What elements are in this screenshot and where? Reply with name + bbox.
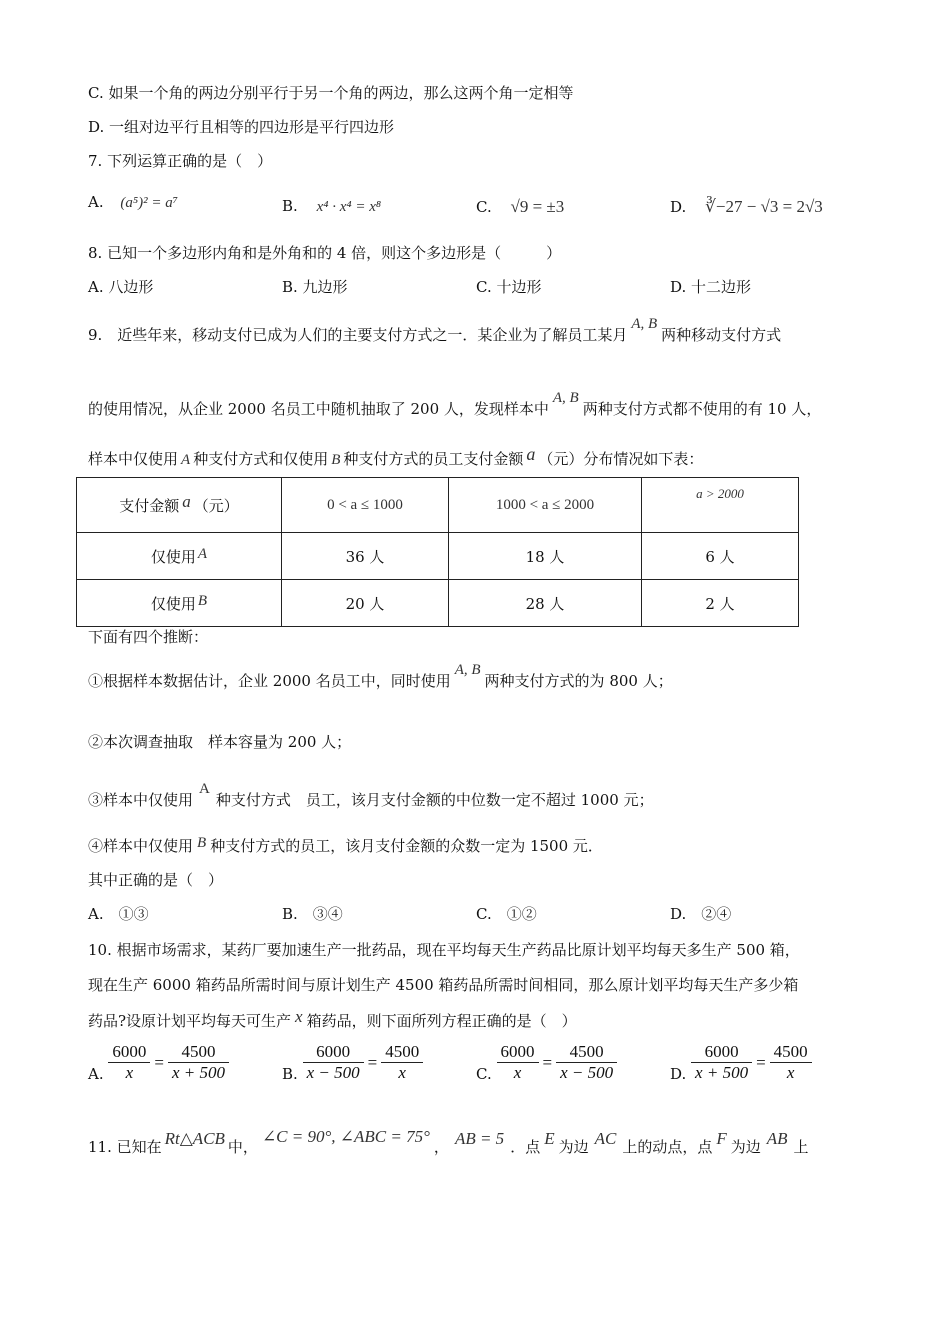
fraction-denominator: x + 500 bbox=[171, 1063, 226, 1082]
q8-option-b: B. 九边形 bbox=[282, 278, 348, 296]
q7-option-a-expr: (a⁵)² = a⁷ bbox=[120, 195, 178, 211]
header-amount-unit: （元） bbox=[193, 496, 239, 515]
q11-text-c: ， bbox=[433, 1138, 449, 1156]
q7-option-b-label: B. bbox=[282, 197, 298, 215]
row-label-text: 仅使用 bbox=[150, 547, 196, 566]
q8-option-d: D. 十二边形 bbox=[670, 278, 752, 296]
q9-var-amount: a bbox=[526, 444, 536, 464]
fraction-denominator: x bbox=[513, 1063, 522, 1082]
q11-point-e: E bbox=[544, 1129, 555, 1148]
q10-b-left-fraction bbox=[303, 1042, 364, 1083]
q9-question: 其中正确的是（ ） bbox=[88, 871, 224, 889]
statement-1-text: ①根据样本数据估计，企业 2000 名员工中，同时使用 bbox=[88, 672, 451, 690]
fraction-denominator: x bbox=[786, 1063, 795, 1082]
q9-line-3-c: 种支付方式的员工支付金额 bbox=[343, 450, 524, 468]
q9-statement-4 bbox=[88, 835, 603, 856]
q11-text-d: ．点 bbox=[510, 1138, 541, 1156]
q9-statement-3 bbox=[88, 781, 654, 810]
q6-option-d: D. 一组对边平行且相等的四边形是平行四边形 bbox=[88, 118, 395, 136]
statement-3-var: A bbox=[199, 781, 210, 797]
q10-line-3-text: 药品?设原计划平均每天可生产 bbox=[88, 1012, 292, 1030]
fraction-denominator: x + 500 bbox=[695, 1063, 749, 1082]
q9-line-2-tail: 两种支付方式都不使用的有 10 人， bbox=[582, 400, 822, 418]
q7-stem: 7. 下列运算正确的是（ ） bbox=[88, 152, 273, 170]
q10-b-right-fraction bbox=[381, 1042, 423, 1083]
q10-option-b: B. $\frac{6000}{x - 500}$ = $\frac{4500}{x}$ bbox=[282, 1042, 423, 1083]
row-label-var: B bbox=[197, 592, 208, 609]
table-row-label bbox=[77, 580, 282, 627]
q10-line-2: 现在生产 6000 箱药品所需时间与原计划生产 4500 箱药品所需时间相同，那么原计划平均每天生产多少箱 bbox=[88, 976, 799, 994]
table-row bbox=[77, 533, 799, 580]
q9-inference-intro: 下面有四个推断： bbox=[88, 628, 209, 646]
q7-option-c-label: C. bbox=[476, 198, 492, 216]
q11-text-h: 上 bbox=[793, 1138, 809, 1156]
q11-text-a: 11. 已知在 bbox=[88, 1138, 162, 1156]
table-row-label bbox=[77, 533, 282, 580]
q11-text-g: 为边 bbox=[730, 1138, 761, 1156]
q9-line-2 bbox=[88, 390, 822, 419]
q9-var-ab: A, B bbox=[631, 316, 658, 332]
fraction-numerator: 6000 bbox=[108, 1042, 150, 1063]
q10-option-c-label: C. bbox=[476, 1064, 492, 1083]
q8-option-c: C. 十边形 bbox=[476, 278, 542, 296]
q10-a-right-fraction bbox=[168, 1042, 229, 1083]
q9-line-1-text: 9. 近些年来，移动支付已成为人们的主要支付方式之一．某企业为了解员工某月 bbox=[88, 326, 628, 344]
table-cell: 36 人 bbox=[282, 533, 449, 580]
q7-option-d bbox=[670, 197, 823, 217]
table-row bbox=[77, 580, 799, 627]
payment-table bbox=[76, 477, 799, 627]
table-cell: 6 人 bbox=[642, 533, 799, 580]
q11-line-1 bbox=[88, 1127, 809, 1157]
q10-option-a: A. $\frac{6000}{x}$ = $\frac{4500}{x + 500}$ bbox=[88, 1042, 229, 1083]
q7-option-d-expr: ∛−27 − √3 = 2√3 bbox=[705, 197, 823, 216]
statement-4-var: B bbox=[197, 835, 207, 851]
q7-option-c-expr: √9 = ±3 bbox=[510, 197, 565, 216]
q9-line-3 bbox=[88, 444, 704, 469]
q10-line-3 bbox=[88, 1007, 577, 1031]
q10-line-1: 10. 根据市场需求，某药厂要加速生产一批药品，现在平均每天生产药品比原计划平均每天多生产 500 箱， bbox=[88, 941, 800, 959]
q9-line-1 bbox=[88, 316, 782, 345]
q10-var-x: x bbox=[295, 1007, 303, 1026]
table-header-range-1: 0 < a ≤ 1000 bbox=[282, 478, 449, 533]
q9-line-3-a: 样本中仅使用 bbox=[88, 450, 179, 468]
fraction-numerator: 6000 bbox=[303, 1042, 364, 1063]
fraction-numerator: 4500 bbox=[770, 1042, 812, 1063]
fraction-denominator: x bbox=[125, 1063, 134, 1082]
q9-line-3-d: （元）分布情况如下表： bbox=[538, 450, 704, 468]
q9-option-c: C. ①② bbox=[476, 905, 537, 923]
q10-option-d-label: D. bbox=[670, 1064, 687, 1083]
q11-side-ab: AB = 5 bbox=[454, 1129, 505, 1148]
q10-c-right-fraction bbox=[556, 1042, 617, 1083]
table-header-range-3: a > 2000 bbox=[642, 478, 799, 533]
fraction-denominator: x bbox=[398, 1063, 406, 1082]
q11-text-b: 中， bbox=[227, 1138, 258, 1156]
table-cell: 2 人 bbox=[642, 580, 799, 627]
q9-line-1-tail: 两种移动支付方式 bbox=[661, 326, 782, 344]
q9-var-a-method: A bbox=[181, 452, 191, 468]
q9-option-a: A. ①③ bbox=[88, 905, 149, 923]
statement-4-text: ④样本中仅使用 bbox=[88, 837, 194, 855]
fraction-numerator: 6000 bbox=[691, 1042, 752, 1063]
table-header-amount bbox=[77, 478, 282, 533]
fraction-numerator: 6000 bbox=[497, 1042, 539, 1063]
fraction-numerator: 4500 bbox=[381, 1042, 423, 1063]
row-label-var: A bbox=[197, 545, 208, 562]
table-cell: 18 人 bbox=[449, 533, 642, 580]
header-amount-var: a bbox=[182, 491, 191, 511]
q10-d-left-fraction bbox=[691, 1042, 752, 1083]
q9-statement-1 bbox=[88, 662, 673, 691]
q10-c-left-fraction bbox=[497, 1042, 539, 1083]
q11-text-f: 上的动点，点 bbox=[622, 1138, 713, 1156]
q9-var-b-method: B bbox=[331, 452, 341, 468]
q11-triangle: Rt△ACB bbox=[164, 1129, 225, 1148]
statement-3-tail: 种支付方式 员工，该月支付金额的中位数一定不超过 1000 元； bbox=[215, 791, 654, 809]
q7-option-a-label: A. bbox=[88, 193, 104, 211]
table-header-row bbox=[77, 478, 799, 533]
q10-option-a-label: A. bbox=[88, 1064, 104, 1083]
q9-option-d: D. ②④ bbox=[670, 905, 732, 923]
table-cell: 20 人 bbox=[282, 580, 449, 627]
q11-side-ab-2: AB bbox=[766, 1129, 788, 1148]
q11-text-e: 为边 bbox=[558, 1138, 589, 1156]
statement-4-tail: 种支付方式的员工，该月支付金额的众数一定为 1500 元． bbox=[210, 837, 603, 855]
fraction-denominator: x − 500 bbox=[560, 1063, 614, 1082]
fraction-numerator: 4500 bbox=[168, 1042, 229, 1063]
q10-option-d: D. $\frac{6000}{x + 500}$ = $\frac{4500}{x}$ bbox=[670, 1042, 812, 1083]
q6-option-c: C. 如果一个角的两边分别平行于另一个角的两边，那么这两个角一定相等 bbox=[88, 84, 574, 102]
q9-option-b: B. ③④ bbox=[282, 905, 343, 923]
q11-angles: ∠C = 90°, ∠ABC = 75° bbox=[261, 1127, 430, 1146]
fraction-denominator: x − 500 bbox=[306, 1063, 360, 1082]
q9-var-ab-2: A, B bbox=[552, 390, 579, 406]
table-header-range-2: 1000 < a ≤ 2000 bbox=[449, 478, 642, 533]
table-cell: 28 人 bbox=[449, 580, 642, 627]
q9-line-2-text: 的使用情况，从企业 2000 名员工中随机抽取了 200 人，发现样本中 bbox=[88, 400, 549, 418]
q11-side-ac: AC bbox=[594, 1129, 617, 1148]
q10-option-c: C. $\frac{6000}{x}$ = $\frac{4500}{x - 500}$ bbox=[476, 1042, 617, 1083]
q10-option-b-label: B. bbox=[282, 1064, 298, 1083]
q7-option-b-expr: x⁴ · x⁴ = x⁸ bbox=[316, 199, 382, 215]
q8-stem: 8. 已知一个多边形内角和是外角和的 4 倍，则这个多边形是（ ） bbox=[88, 244, 562, 262]
q11-point-f: F bbox=[716, 1129, 727, 1148]
q7-option-a bbox=[88, 193, 178, 212]
q10-a-left-fraction bbox=[108, 1042, 150, 1083]
statement-1-tail: 两种支付方式的为 800 人； bbox=[484, 672, 673, 690]
q9-line-3-b: 种支付方式和仅使用 bbox=[193, 450, 329, 468]
q8-option-a: A. 八边形 bbox=[88, 278, 154, 296]
header-amount-label: 支付金额 bbox=[119, 496, 180, 515]
q7-option-d-label: D. bbox=[670, 198, 687, 216]
q7-option-c bbox=[476, 197, 564, 217]
statement-1-var: A, B bbox=[454, 662, 481, 678]
q9-statement-2: ②本次调查抽取 样本容量为 200 人； bbox=[88, 733, 352, 751]
row-label-text: 仅使用 bbox=[150, 594, 196, 613]
fraction-numerator: 4500 bbox=[556, 1042, 617, 1063]
statement-3-text: ③样本中仅使用 bbox=[88, 791, 194, 809]
q10-d-right-fraction bbox=[770, 1042, 812, 1083]
q10-line-3-tail: 箱药品，则下面所列方程正确的是（ ） bbox=[306, 1012, 577, 1030]
q7-option-b bbox=[282, 197, 381, 216]
